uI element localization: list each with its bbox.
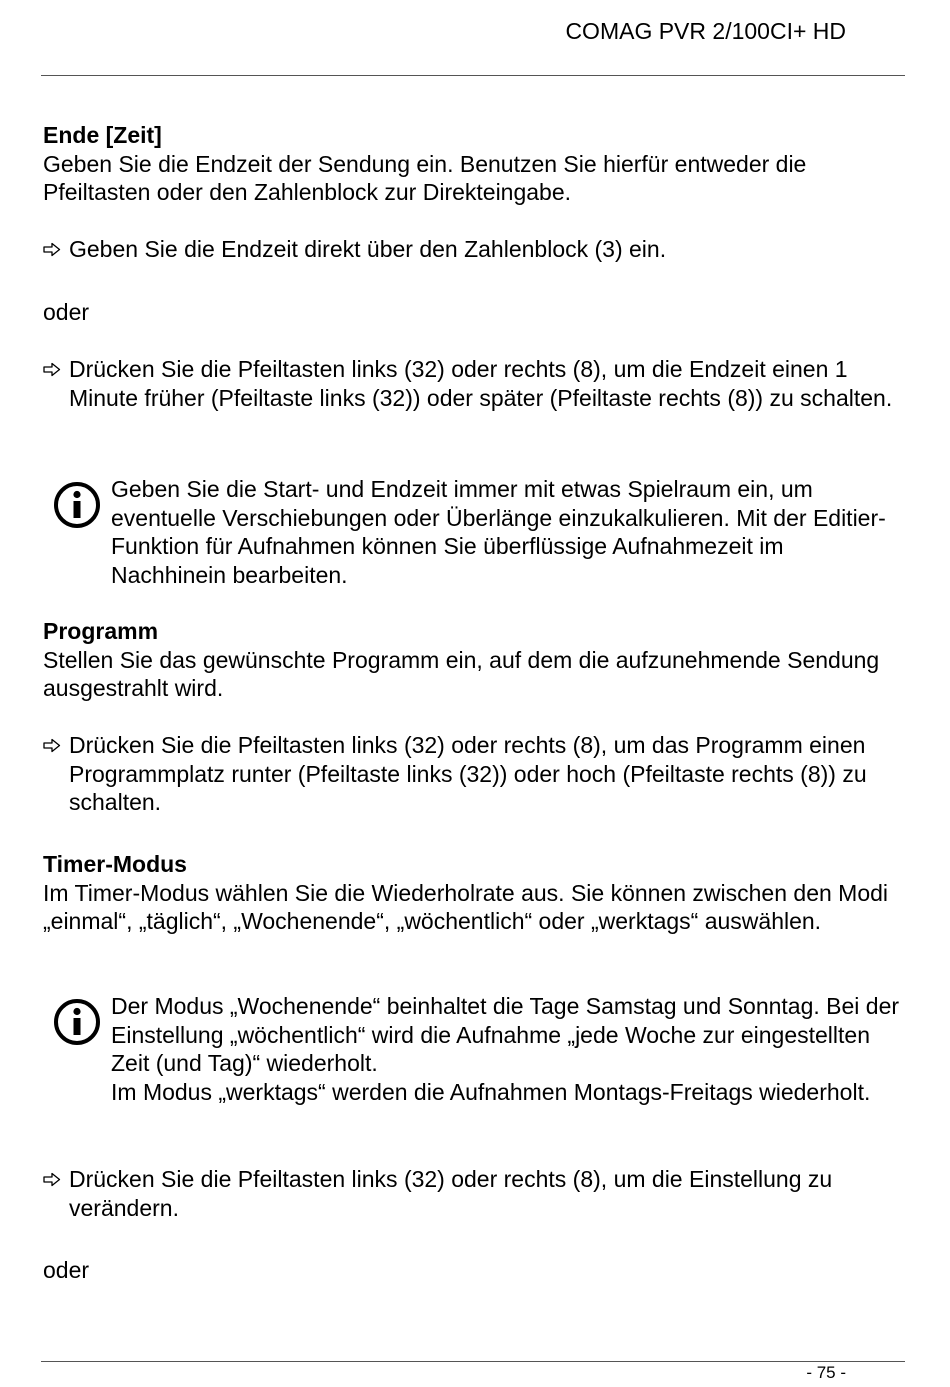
- section-programm: [43, 617, 903, 703]
- section-text-timer-modus: Im Timer-Modus wählen Sie die Wiederholrate aus. Sie können zwischen den Modi „einmal“, „täglich“, „Wochenende“, „wöchentlich“ oder „werktags“ auswählen.: [43, 879, 889, 934]
- info-note-ende: [43, 475, 903, 589]
- info-note-text-ende: Geben Sie die Start- und Endzeit immer mit etwas Spielraum ein, um eventuelle Verschiebungen oder Überlänge einzukalkulieren. Mit der Editier-Funktion für Aufnahmen können Sie überflüssige Aufnahmezeit im Nachhinein bearbeiten.: [111, 476, 886, 588]
- arrow-right-icon: [43, 1172, 61, 1187]
- section-heading-programm: Programm: [43, 618, 159, 644]
- section-text-ende: Geben Sie die Endzeit der Sendung ein. Benutzen Sie hierfür entweder die Pfeiltasten oder den Zahlenblock zur Direkteingabe.: [43, 150, 807, 205]
- bullet-text-programm: Drücken Sie die Pfeiltasten links (32) oder rechts (8), um das Programm einen Programmplatz runter (Pfeiltaste links (32)) oder hoch (Pfeiltaste rechts (8)) zu schalten.: [69, 732, 867, 815]
- bullet-text-ende-1: Geben Sie die Endzeit direkt über den Zahlenblock (3) ein.: [69, 236, 667, 262]
- bullet-item-ende-1: [43, 235, 903, 264]
- document-header-title: COMAG PVR 2/100CI+ HD: [565, 18, 846, 44]
- arrow-right-icon: [43, 242, 61, 257]
- section-heading-timer-modus: Timer-Modus: [43, 851, 187, 877]
- bullet-item-programm: [43, 731, 903, 817]
- section-text-programm: Stellen Sie das gewünschte Programm ein, auf dem die aufzunehmende Sendung ausgestrahlt wird.: [43, 646, 880, 701]
- arrow-right-icon: [43, 362, 61, 377]
- info-icon: [53, 998, 101, 1046]
- info-note-text-timer-1: Der Modus „Wochenende“ beinhaltet die Tage Samstag und Sonntag. Bei der Einstellung „wöchentlich“ wird die Aufnahme „jede Woche zur eingestellten Zeit (und Tag)“ wiederholt.: [111, 993, 900, 1076]
- section-heading-ende: Ende [Zeit]: [43, 122, 162, 148]
- section-ende: [43, 121, 903, 207]
- arrow-right-icon: [43, 738, 61, 753]
- info-icon: [53, 481, 101, 529]
- info-note-timer: [43, 992, 903, 1106]
- info-note-text-timer-2: Im Modus „werktags“ werden die Aufnahmen Montags-Freitags wiederholt.: [111, 1078, 871, 1105]
- bullet-text-ende-2: Drücken Sie die Pfeiltasten links (32) oder rechts (8), um die Endzeit einen 1 Minute früher (Pfeiltaste links (32)) oder später (Pfeiltaste rechts (8)) zu schalten.: [69, 356, 893, 411]
- footer-divider: [41, 1361, 905, 1362]
- oder-text-2: oder: [43, 1257, 90, 1283]
- bullet-text-timer: Drücken Sie die Pfeiltasten links (32) oder rechts (8), um die Einstellung zu verändern.: [69, 1166, 833, 1221]
- section-timer-modus: [43, 850, 903, 936]
- bullet-item-ende-2: [43, 355, 903, 412]
- oder-text-1: oder: [43, 299, 90, 325]
- bullet-item-timer: [43, 1165, 903, 1222]
- header-divider: [41, 75, 905, 76]
- page-number: - 75 -: [806, 1363, 846, 1382]
